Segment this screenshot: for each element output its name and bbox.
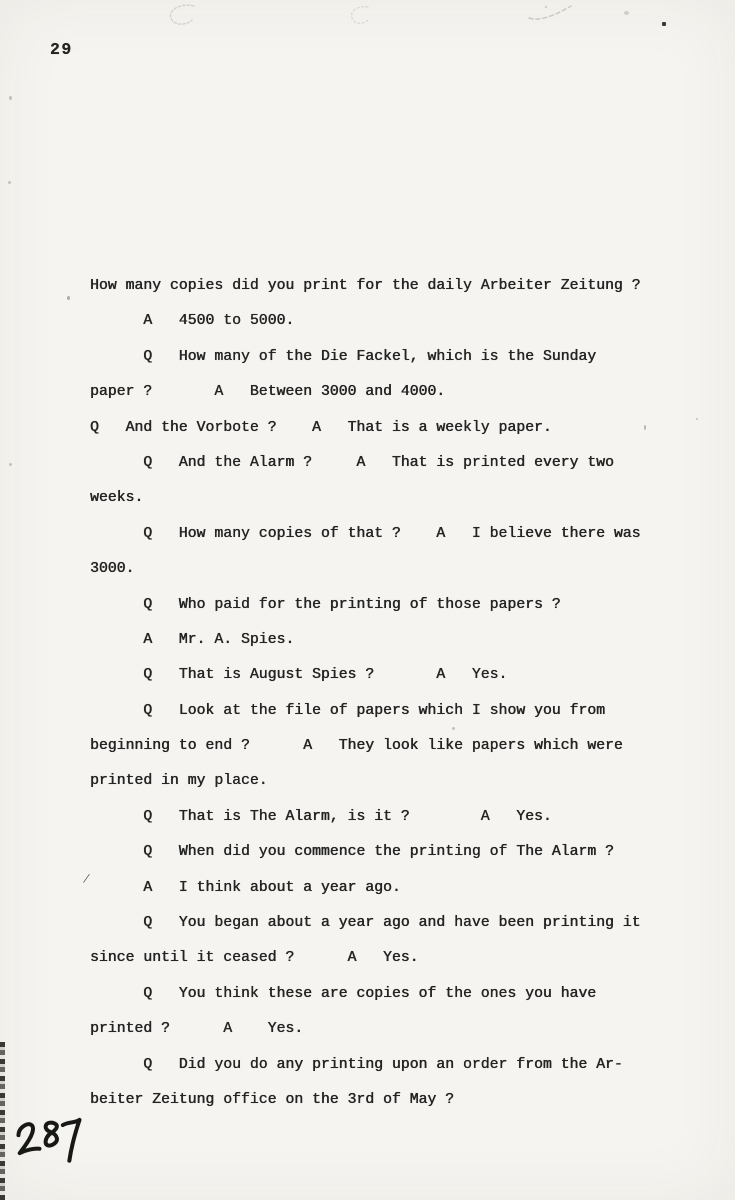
smudge-mark-icon	[345, 4, 377, 30]
transcript-line: Q How many copies of that ? A I believe there was	[90, 525, 641, 542]
ink-speck	[9, 96, 12, 100]
transcript-line: beginning to end ? A They look like papers which were	[90, 738, 623, 755]
transcript-line: Q And the Alarm ? A That is printed every two	[90, 454, 614, 471]
transcript-line: printed ? A Yes.	[90, 1021, 304, 1038]
transcript-line: Q And the Vorbote ? A That is a weekly paper.	[90, 419, 552, 436]
smudge-mark-icon	[163, 2, 205, 32]
margin-stray-mark: ∕	[80, 871, 92, 889]
ink-speck	[67, 296, 70, 300]
transcript-line: Q You began about a year ago and have been printing it	[90, 915, 641, 932]
transcript-line: A 4500 to 5000.	[90, 313, 295, 330]
transcript-line: Q Look at the file of papers which I show you from	[90, 702, 606, 719]
transcript-body	[90, 269, 690, 1118]
ink-speck	[662, 22, 666, 26]
handwritten-page-number	[12, 1114, 87, 1171]
scan-edge-artifact	[0, 1042, 5, 1200]
transcript-line: Q When did you commence the printing of The Alarm ?	[90, 844, 614, 861]
transcript-line: A I think about a year ago.	[90, 879, 401, 896]
transcript-line: paper ? A Between 3000 and 4000.	[90, 384, 446, 401]
transcript-line: Q Did you do any printing upon an order from the Ar-	[90, 1056, 623, 1073]
transcript-line: Q How many of the Die Fackel, which is the Sunday	[90, 348, 597, 365]
transcript-line: A Mr. A. Spies.	[90, 631, 295, 648]
transcript-line: weeks.	[90, 490, 144, 507]
transcript-line: How many copies did you print for the daily Arbeiter Zeitung ?	[90, 278, 641, 294]
ink-speck	[624, 11, 629, 15]
page-number: 29	[50, 40, 73, 59]
transcript-line: Q Who paid for the printing of those papers ?	[90, 596, 561, 613]
smudge-mark-icon	[526, 1, 574, 25]
ink-speck	[9, 463, 12, 466]
transcript-line: beiter Zeitung office on the 3rd of May ?	[90, 1091, 455, 1108]
transcript-line: Q You think these are copies of the ones you have	[90, 985, 597, 1002]
transcript-line: printed in my place.	[90, 773, 268, 790]
transcript-line: Q That is August Spies ? A Yes.	[90, 667, 508, 684]
ink-speck	[8, 181, 11, 184]
transcript-line: since until it ceased ? A Yes.	[90, 950, 419, 967]
transcript-line: 3000.	[90, 561, 135, 578]
ink-speck	[696, 418, 698, 420]
transcript-line: Q That is The Alarm, is it ? A Yes.	[90, 808, 552, 825]
